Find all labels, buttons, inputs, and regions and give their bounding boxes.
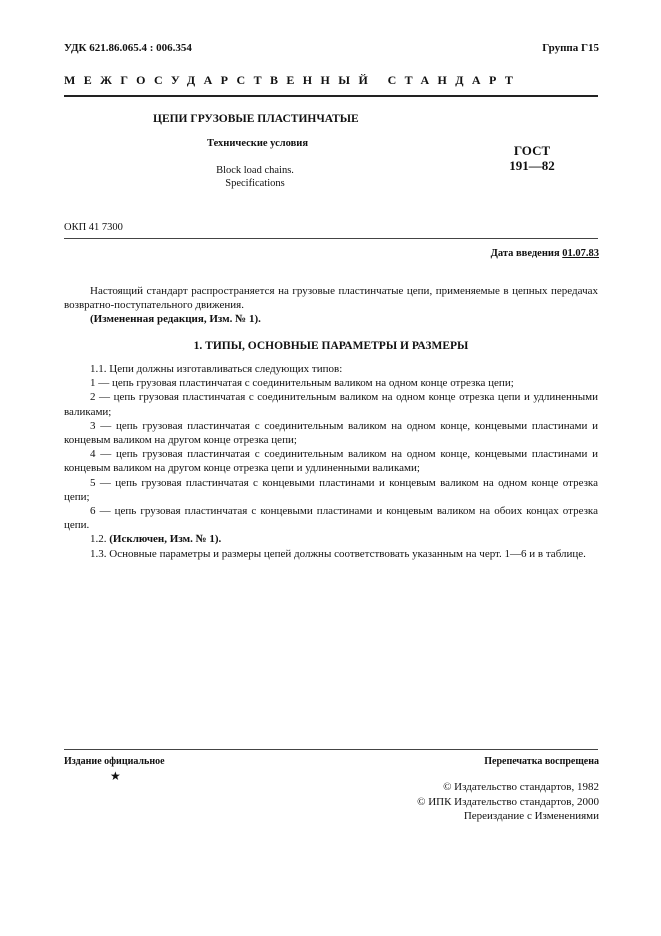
intro-edit-note: (Измененная редакция, Изм. № 1). (90, 313, 261, 325)
clause-1-1: 1.1. Цепи должны изготавливаться следующих типов: (90, 363, 343, 375)
english-title (200, 164, 310, 190)
english-title-line1: Block load chains. (216, 165, 294, 176)
chain-type-5: 5 — цепь грузовая пластинчатая с концевыми пластинами и концевым валиком на одном конце отрезка цепи; (64, 476, 598, 503)
gost-code: 191—82 (509, 158, 555, 173)
gost-label: ГОСТ (513, 143, 551, 158)
udk-code: УДК 621.86.065.4 : 006.354 (64, 42, 192, 54)
clause-1-2-text: (Исключен, Изм. № 1). (109, 533, 222, 546)
reissue-note: Переиздание с Изменениями (463, 810, 599, 822)
okp-divider (64, 238, 598, 239)
chain-type-1: 1 — цепь грузовая пластинчатая с соединительным валиком на одном конце отрезка цепи; (90, 377, 514, 390)
effective-date (491, 248, 599, 259)
official-edition: Издание официальное (64, 756, 165, 767)
clause-list (64, 362, 598, 561)
top-divider (64, 95, 598, 97)
clause-1-3: 1.3. Основные параметры и размеры цепей должны соответствовать указанным на черт. 1—6 и в таблице. (90, 547, 586, 560)
english-title-line2: Specifications (225, 178, 285, 189)
gost-number (496, 143, 568, 173)
okp-code: ОКП 41 7300 (64, 222, 123, 233)
document-subtitle: Технические условия (207, 138, 309, 149)
group-code: Группа Г15 (542, 42, 599, 54)
clause-1-2-number: 1.2. (90, 533, 107, 546)
footer-divider (64, 749, 598, 750)
copyright-2000: © ИПК Издательство стандартов, 2000 (417, 795, 599, 808)
copyright-1982: © Издательство стандартов, 1982 (443, 781, 599, 793)
intro-paragraph: Настоящий стандарт распространяется на грузовые пластинчатые цепи, применяемые в цепных передачах возвратно-поступательного движения. (64, 285, 598, 312)
chain-type-6: 6 — цепь грузовая пластинчатая с концевыми пластинами и концевым валиком на обоих концах отрезка цепи. (64, 505, 598, 532)
copyright-block (417, 780, 599, 824)
effective-date-label: Дата введения (490, 248, 560, 259)
section-title: 1. ТИПЫ, ОСНОВНЫЕ ПАРАМЕТРЫ И РАЗМЕРЫ (193, 340, 469, 352)
star-icon: ★ (110, 769, 121, 783)
standard-type-heading: МЕЖГОСУДАРСТВЕННЫЙ СТАНДАРТ (64, 73, 522, 87)
reprint-prohibited: Перепечатка воспрещена (484, 756, 599, 767)
chain-type-4: 4 — цепь грузовая пластинчатая с соединительным валиком на одном конце, концевыми пластинами и концевым валиком на другом конце отрезка цепи и удлиненными валиками; (64, 448, 598, 475)
chain-type-2: 2 — цепь грузовая пластинчатая с соединительным валиком на одном конце отрезка цепи и удлиненными валиками; (64, 391, 598, 418)
effective-date-value: 01.07.83 (562, 248, 599, 259)
chain-type-3: 3 — цепь грузовая пластинчатая с соединительным валиком на одном конце, концевыми пластинами и концевым валиком на другом конце отрезка цепи; (64, 419, 598, 447)
document-title: ЦЕПИ ГРУЗОВЫЕ ПЛАСТИНЧАТЫЕ (153, 113, 359, 125)
clause-1-2 (64, 532, 598, 546)
